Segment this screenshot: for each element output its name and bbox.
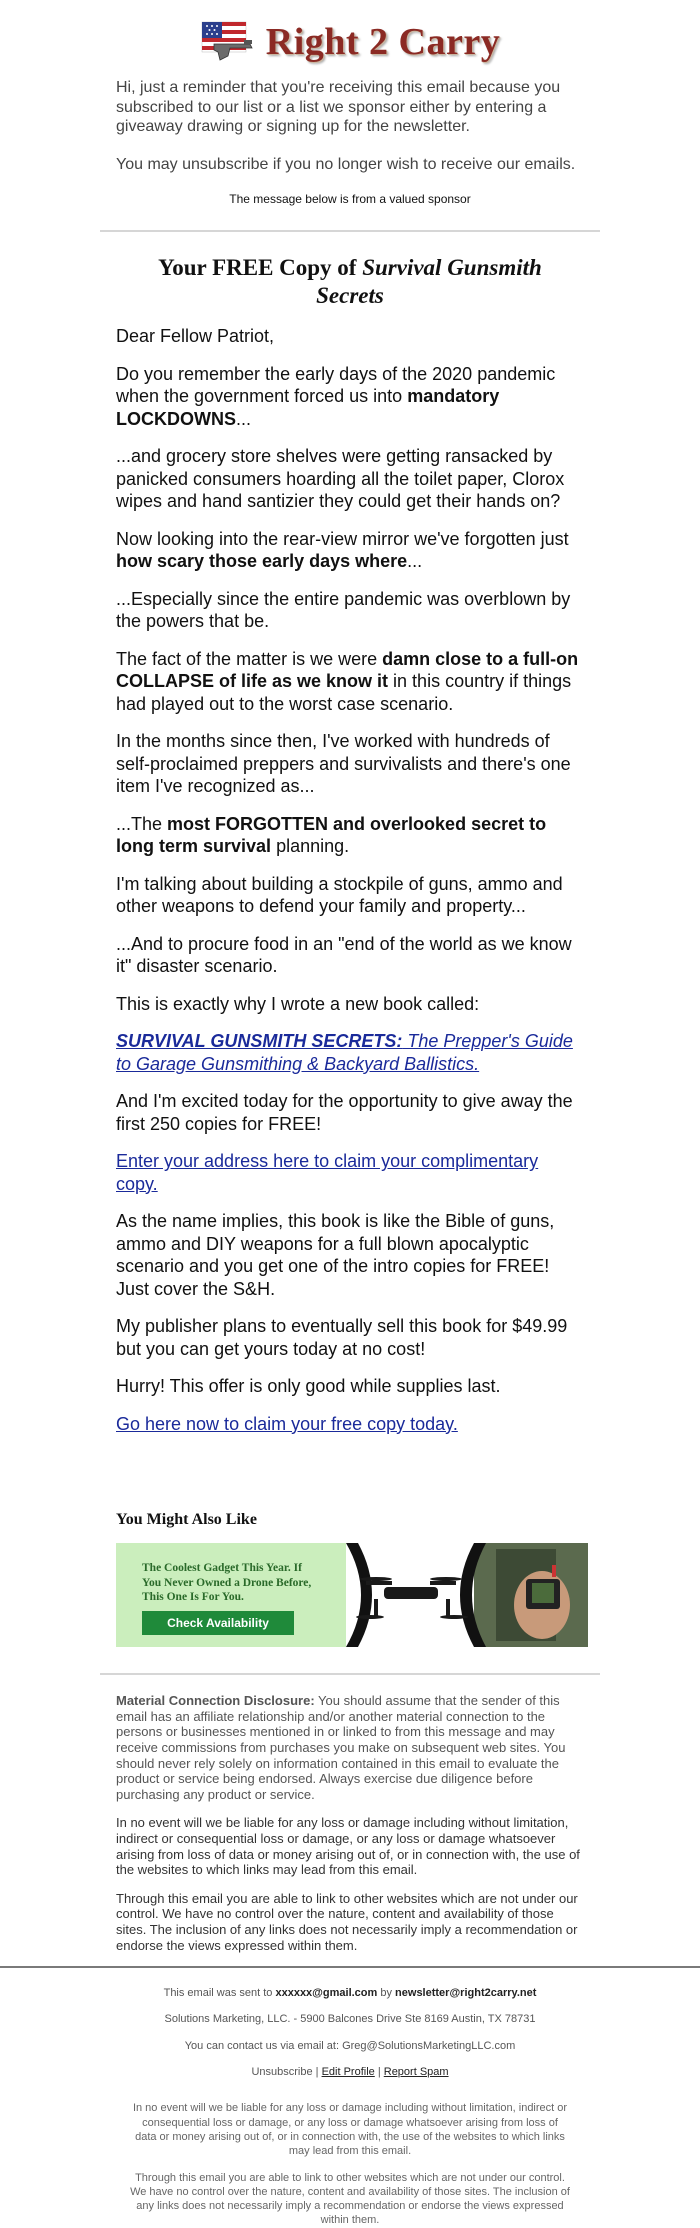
company-address: Solutions Marketing, LLC. - 5900 Balcones Drive Ste 8169 Austin, TX 78731 — [164, 2013, 536, 2026]
paragraph: ...And to procure food in an "end of the world as we know it" disaster scenario. — [116, 933, 572, 977]
claim-link-paragraph — [116, 1150, 584, 1195]
unsubscribe-note: You may unsubscribe if you no longer wish to receive our emails. — [116, 155, 576, 173]
paragraph: ...Especially since the entire pandemic was overblown by the powers that be. — [116, 588, 571, 632]
claim-copy-link[interactable]: Enter your address here to claim your complimentary copy. — [116, 1151, 539, 1194]
paragraph: As the name implies, this book is like the Bible of guns, ammo and DIY weapons for a full blown apocalyptic scenario and you get one of the intro copies for FREE! Just cover the S&H. — [116, 1211, 555, 1299]
ad-text: The Coolest Gadget This Year. If You Never Owned a Drone Before, This One Is For You. — [142, 1562, 312, 1603]
also-like-section — [116, 1511, 584, 1647]
final-link-paragraph — [116, 1413, 584, 1436]
paragraph: The fact of the matter is we were damn close to a full-on COLLAPSE of life as we know it in this country if things had played out to the worst case scenario. — [116, 648, 579, 714]
headline-prefix: Your FREE Copy of — [158, 255, 363, 281]
report-spam-link[interactable]: Report Spam — [383, 2066, 449, 2079]
claim-free-copy-link[interactable]: Go here now to claim your free copy today. — [116, 1413, 458, 1434]
divider — [100, 230, 600, 232]
subscription-reminder: Hi, just a reminder that you're receiving this email because you subscribed to our list or a list we sponsor either by entering a giveaway drawing or signing up for the newsletter. — [116, 79, 561, 136]
logo-header[interactable] — [0, 0, 700, 78]
drone-ad-banner[interactable] — [116, 1543, 588, 1647]
paragraph: ...and grocery store shelves were getting ransacked by panicked consumers hoarding all the toilet paper, Clorox wipes and hand santizier they could get their hands on? — [116, 446, 565, 512]
sent-to-line: This email was sent to xxxxxx@gmail.com by newsletter@right2carry.net — [163, 1987, 537, 2000]
also-like-heading: You Might Also Like — [116, 1511, 257, 1529]
footer-legal-links: Through this email you are able to link to other websites which are not under our control. We have no control over the nature, content and availability of those sites. The inclusion of any links does not necessarily imply a recommendation or endorse the views expressed within them. — [130, 2171, 570, 2227]
paragraph: ...The most FORGOTTEN and overlooked secret to long term survival planning. — [116, 813, 547, 857]
paragraph: Hurry! This offer is only good while supplies last. — [116, 1376, 501, 1397]
paragraph: This is exactly why I wrote a new book called: — [116, 993, 480, 1014]
footer-legal-liability: In no event will we be liable for any loss or damage including without limitation, indirect or consequential loss or damage, or any loss or damage whatsoever arising from loss of data or money arising out of, or in connection with, the use of the websites to which links may lead from this email. — [132, 2102, 568, 2158]
recipient-email: xxxxxx@gmail.com — [275, 1987, 378, 2000]
disclosure-section — [116, 1693, 584, 1953]
check-availability-button[interactable]: Check Availability — [142, 1611, 294, 1635]
material-connection-disclosure: Material Connection Disclosure: You should assume that the sender of this email has an affiliate relationship and/or another material connection to the persons or businesses mentioned in or linked to from this message and may receive commissions from purchases you make on subsequent web sites. You should never rely solely on information contained in this email to evaluate the product or service being endorsed. Always exercise due diligence before purchasing any product or service. — [116, 1693, 566, 1802]
footer-divider — [0, 1966, 700, 1968]
logo-text: Right 2 Carry — [265, 21, 501, 63]
unsubscribe-label: Unsubscribe — [251, 2066, 313, 2079]
paragraph: I'm talking about building a stockpile of guns, ammo and other weapons to defend your family and property... — [116, 873, 563, 917]
external-links-text: Through this email you are able to link to other websites which are not under our control. We have no control over the nature, content and availability of those sites. The inclusion of any links does not necessarily imply a recommendation or endorse the views expressed within them. — [116, 1890, 578, 1953]
paragraph: In the months since then, I've worked with hundreds of self-proclaimed preppers and survivalists and there's one item I've recognized as... — [116, 731, 571, 797]
book-title-link[interactable]: SURVIVAL GUNSMITH SECRETS: The Prepper's Guide to Garage Gunsmithing & Backyard Ballistics. — [116, 1031, 573, 1074]
paragraph: And I'm excited today for the opportunity to give away the first 250 copies for FREE! — [116, 1091, 573, 1134]
email-footer — [130, 1986, 570, 2228]
book-link-paragraph — [116, 1030, 584, 1075]
edit-profile-link[interactable]: Edit Profile — [321, 2066, 375, 2079]
headline-book-title: Survival Gunsmith Secrets — [316, 255, 542, 308]
footer-links: Unsubscribe | Edit Profile | Report Spam — [251, 2066, 449, 2079]
paragraph: My publisher plans to eventually sell this book for $49.99 but you can get yours today at no cost! — [116, 1316, 568, 1359]
headline — [140, 254, 560, 309]
flag-gun-logo-icon — [200, 16, 256, 68]
contact-line: You can contact us via email at: Greg@SolutionsMarketingLLC.com — [184, 2039, 516, 2052]
greeting: Dear Fellow Patriot, — [116, 326, 275, 347]
sponsor-note: The message below is from a valued sponsor — [229, 192, 471, 207]
paragraph: Now looking into the rear-view mirror we've forgotten just how scary those early days where... — [116, 528, 569, 572]
divider — [100, 1673, 600, 1675]
letter-body — [116, 325, 584, 1435]
liability-text: In no event will we be liable for any loss or damage including without limitation, indirect or consequential loss or damage, or any loss or damage whatsoever arising from loss of data or money arising out of, or in connection with, the use of the websites to which links may lead from this email. — [116, 1815, 580, 1878]
paragraph: Do you remember the early days of the 2020 pandemic when the government forced us into mandatory LOCKDOWNS... — [116, 363, 556, 429]
intro-section — [116, 78, 584, 174]
sender-email: newsletter@right2carry.net — [395, 1987, 537, 2000]
drone-image-icon — [346, 1543, 588, 1647]
